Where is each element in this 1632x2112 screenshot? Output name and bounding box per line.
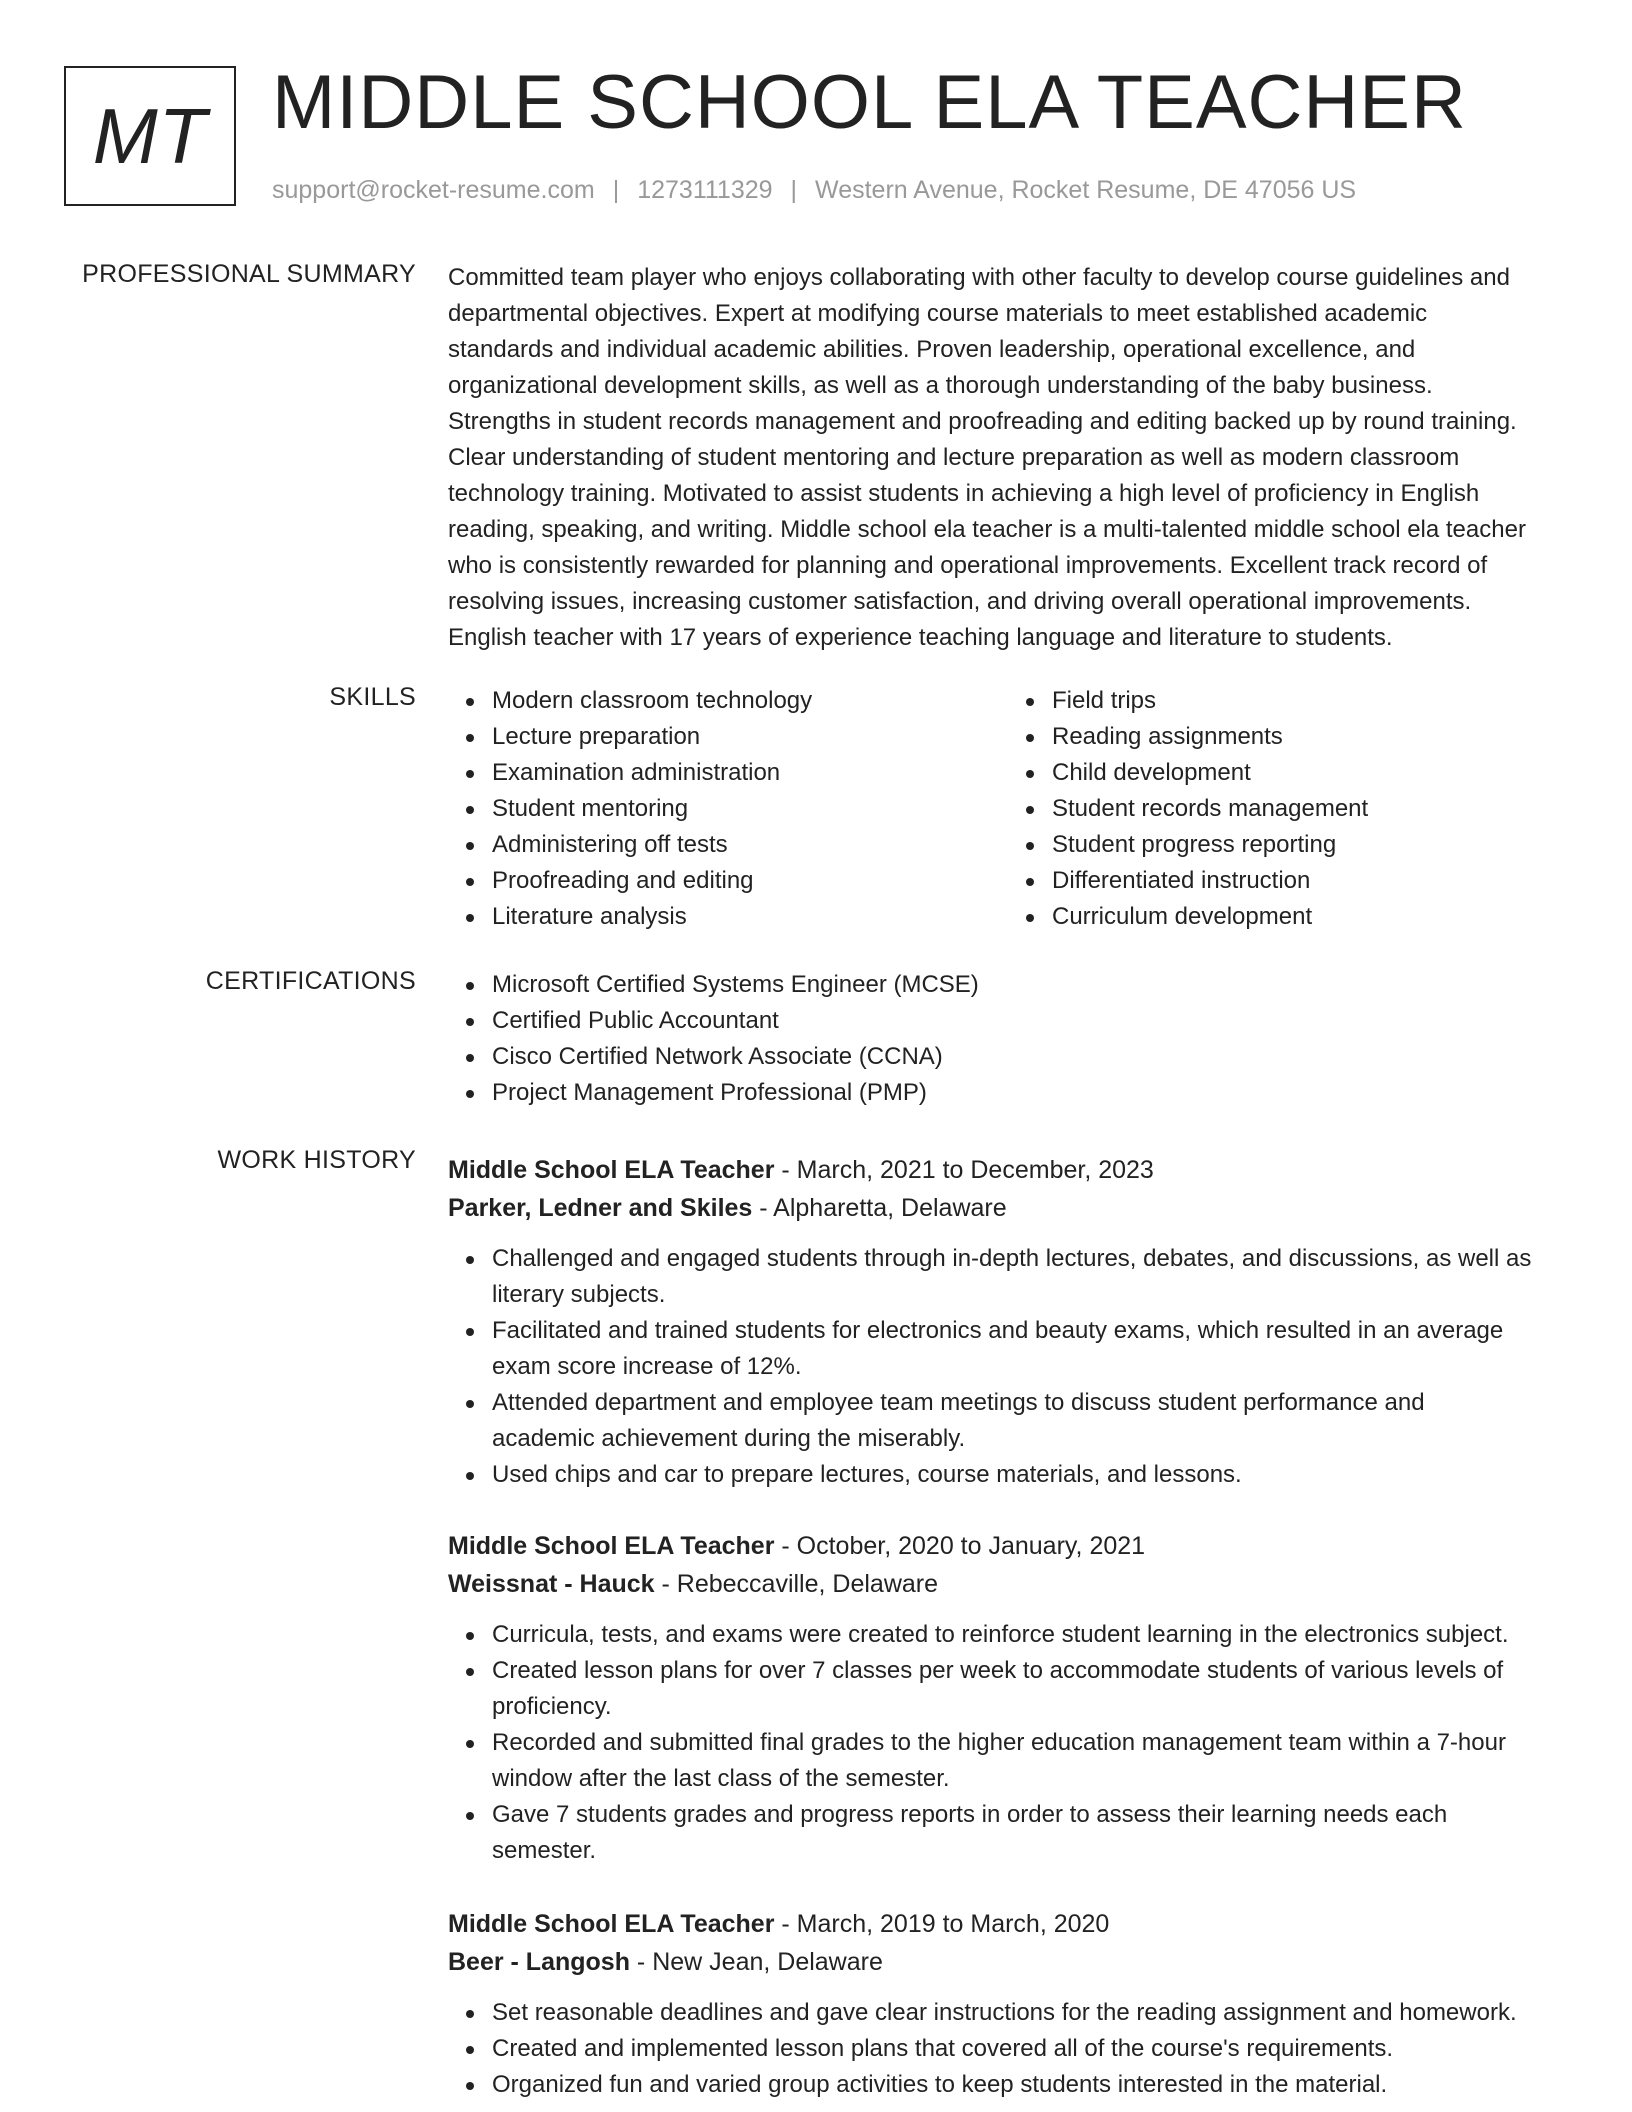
job-dates: - March, 2021 to December, 2023 [774, 1156, 1154, 1184]
job-location: - New Jean, Delaware [629, 1948, 883, 1976]
job-title-line [448, 1905, 1568, 1943]
job-bullet [492, 1797, 1568, 1869]
job-dates: - October, 2020 to January, 2021 [774, 1532, 1146, 1560]
summary-line: resolving issues, increasing customer satisfaction, and driving overall operational improvements. [448, 588, 1472, 615]
skill-item: Administering off tests [492, 827, 1008, 863]
skill-item: Examination administration [492, 755, 1008, 791]
certifications-body [448, 967, 1568, 1111]
bullet-line: Facilitated and trained students for electronics and beauty exams, which resulted in an average [492, 1317, 1504, 1344]
job-bullets [448, 1617, 1568, 1869]
contact-separator: | [612, 176, 620, 204]
skills-list-right [1008, 683, 1568, 935]
job-title: Middle School ELA Teacher [448, 1910, 775, 1938]
summary-line: standards and individual academic abilities. Proven leadership, operational excellence, and [448, 336, 1416, 363]
job-location: - Alpharetta, Delaware [752, 1194, 1007, 1222]
contact-separator: | [790, 176, 798, 204]
job-title: Middle School ELA Teacher [448, 1532, 775, 1560]
certification-item: Certified Public Accountant [492, 1003, 1568, 1039]
job-bullet [492, 2031, 1568, 2067]
certification-item: Microsoft Certified Systems Engineer (MCSE) [492, 967, 1568, 1003]
job-company-line [448, 1189, 1568, 1227]
bullet-line: Curricula, tests, and exams were created to reinforce student learning in the electronics subject. [492, 1621, 1509, 1648]
bullet-line: semester. [492, 1837, 597, 1864]
job-entry [448, 1527, 1568, 1869]
skill-item: Proofreading and editing [492, 863, 1008, 899]
job-bullets [448, 1995, 1568, 2103]
skill-item: Student mentoring [492, 791, 1008, 827]
work-history-heading: WORK HISTORY [217, 1146, 416, 1174]
job-bullets [448, 1241, 1568, 1493]
summary-line: Committed team player who enjoys collaborating with other faculty to develop course guidelines and [448, 264, 1510, 291]
summary-line: English teacher with 17 years of experience teaching language and literature to students. [448, 624, 1393, 651]
bullet-line: proficiency. [492, 1693, 612, 1720]
skill-item: Field trips [1052, 683, 1568, 719]
certification-item: Cisco Certified Network Associate (CCNA) [492, 1039, 1568, 1075]
bullet-line: Created and implemented lesson plans that covered all of the course's requirements. [492, 2035, 1394, 2062]
job-company: Weissnat - Hauck [448, 1570, 655, 1598]
summary-heading: PROFESSIONAL SUMMARY [82, 260, 416, 288]
skill-item: Student records management [1052, 791, 1568, 827]
job-company-line [448, 1565, 1568, 1603]
bullet-line: Created lesson plans for over 7 classes per week to accommodate students of various levels of [492, 1657, 1504, 1684]
job-bullet [492, 1653, 1568, 1725]
job-bullet [492, 1241, 1568, 1313]
skill-item: Modern classroom technology [492, 683, 1008, 719]
certifications-heading: CERTIFICATIONS [205, 967, 416, 995]
monogram-box [64, 66, 236, 206]
skill-item: Differentiated instruction [1052, 863, 1568, 899]
job-title-line [448, 1527, 1568, 1565]
job-company: Parker, Ledner and Skiles [448, 1194, 753, 1222]
summary-line: reading, speaking, and writing. Middle school ela teacher is a multi-talented middle school ela teacher [448, 516, 1526, 543]
job-bullet [492, 2067, 1568, 2103]
job-dates: - March, 2019 to March, 2020 [774, 1910, 1110, 1938]
bullet-line: Attended department and employee team meetings to discuss student performance and [492, 1389, 1425, 1416]
bullet-line: Challenged and engaged students through in-depth lectures, debates, and discussions, as well as [492, 1245, 1532, 1272]
bullet-line: Organized fun and varied group activities to keep students interested in the material. [492, 2071, 1388, 2098]
job-entry [448, 1905, 1568, 2103]
job-company: Beer - Langosh [448, 1948, 630, 1976]
job-bullet [492, 1457, 1568, 1493]
skill-item: Reading assignments [1052, 719, 1568, 755]
skill-item: Child development [1052, 755, 1568, 791]
summary-line: Strengths in student records management and proofreading and editing backed up by round training. [448, 408, 1517, 435]
bullet-line: Recorded and submitted final grades to the higher education management team within a 7-hour [492, 1729, 1506, 1756]
certifications-list [448, 967, 1568, 1111]
job-bullet [492, 1725, 1568, 1797]
skill-item: Curriculum development [1052, 899, 1568, 935]
bullet-line: exam score increase of 12%. [492, 1353, 802, 1380]
summary-line: Clear understanding of student mentoring and lecture preparation as well as modern classroom [448, 444, 1460, 471]
bullet-line: Gave 7 students grades and progress reports in order to assess their learning needs each [492, 1801, 1448, 1828]
skills-body [448, 683, 1568, 935]
bullet-line: Set reasonable deadlines and gave clear instructions for the reading assignment and homework. [492, 1999, 1517, 2026]
job-entry [448, 1151, 1568, 1493]
job-bullet [492, 1617, 1568, 1653]
job-bullet [492, 1385, 1568, 1457]
contact-address: Western Avenue, Rocket Resume, DE 47056 US [815, 176, 1357, 204]
job-location: - Rebeccaville, Delaware [654, 1570, 939, 1598]
contact-email: support@rocket-resume.com [272, 176, 595, 204]
summary-line: departmental objectives. Expert at modifying course materials to meet established academic [448, 300, 1428, 327]
job-company-line [448, 1943, 1568, 1981]
summary-line: who is consistently rewarded for planning and operational improvements. Excellent track record of [448, 552, 1488, 579]
bullet-line: literary subjects. [492, 1281, 666, 1308]
summary-line: organizational development skills, as well as a thorough understanding of the baby business. [448, 372, 1433, 399]
summary-line: technology training. Motivated to assist students in achieving a high level of proficiency in English [448, 480, 1480, 507]
job-bullet [492, 1313, 1568, 1385]
certification-item: Project Management Professional (PMP) [492, 1075, 1568, 1111]
bullet-line: Used chips and car to prepare lectures, course materials, and lessons. [492, 1461, 1242, 1488]
contact-phone: 1273111329 [637, 176, 773, 204]
monogram-initials: MT [92, 91, 208, 180]
bullet-line: window after the last class of the semester. [492, 1765, 950, 1792]
skills-list-left [448, 683, 1008, 935]
resume-title: MIDDLE SCHOOL ELA TEACHER [272, 60, 1467, 145]
job-title-line [448, 1151, 1568, 1189]
summary-body [448, 260, 1568, 656]
skill-item: Lecture preparation [492, 719, 1008, 755]
skills-heading: SKILLS [329, 683, 416, 711]
skill-item: Literature analysis [492, 899, 1008, 935]
contact-line [272, 176, 1356, 205]
job-title: Middle School ELA Teacher [448, 1156, 775, 1184]
skill-item: Student progress reporting [1052, 827, 1568, 863]
bullet-line: academic achievement during the miserably. [492, 1425, 966, 1452]
job-bullet [492, 1995, 1568, 2031]
